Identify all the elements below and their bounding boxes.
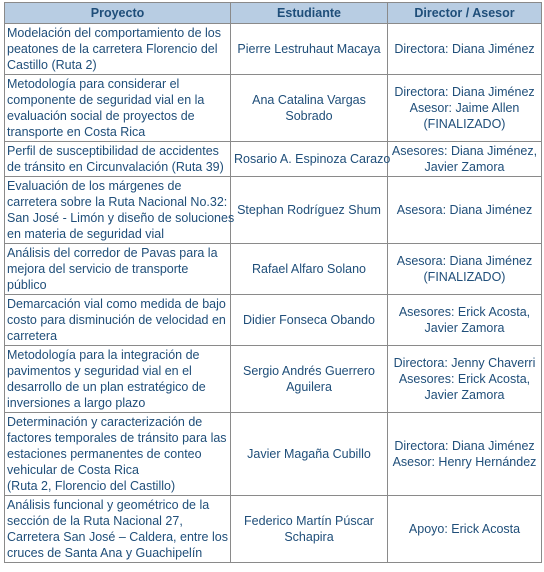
cell-estudiante-line: Sobrado — [285, 109, 333, 123]
cell-proyecto-line: carretera — [7, 329, 58, 343]
cell-director-asesor-line: Apoyo: Erick Acosta — [408, 522, 521, 536]
table-row — [5, 295, 542, 346]
header-director-asesor: Director / Asesor — [388, 3, 542, 24]
cell-proyecto-line: (Ruta 2, Florencio del Castillo) — [7, 479, 176, 493]
header-estudiante: Estudiante — [231, 3, 388, 24]
table-row — [5, 496, 542, 563]
cell-estudiante-line: Didier Fonseca Obando — [242, 313, 376, 327]
cell-proyecto-line: Evaluación de los márgenes de — [7, 179, 182, 193]
cell-estudiante-line: Sergio Andrés Guerrero — [242, 364, 375, 378]
cell-proyecto-line: Análisis funcional y geométrico de la — [7, 498, 210, 512]
cell-proyecto-line: Metodología para la integración de — [7, 348, 200, 362]
cell-director-asesor — [388, 142, 542, 177]
cell-estudiante-line: Ana Catalina Vargas — [252, 93, 366, 107]
cell-director-asesor-line: Asesores: Diana Jiménez, — [391, 144, 538, 158]
cell-proyecto — [5, 295, 231, 346]
cell-proyecto — [5, 177, 235, 244]
cell-proyecto — [5, 24, 231, 75]
cell-proyecto-line: cruces de Santa Ana y Guachipelín — [7, 546, 203, 560]
projects-table-container — [4, 2, 541, 563]
table-row — [5, 24, 542, 75]
table-row — [5, 413, 542, 496]
cell-estudiante-line: Aguilera — [286, 380, 332, 394]
cell-director-asesor-line: Asesora: Diana Jiménez — [396, 203, 533, 217]
cell-director-asesor-line: Directora: Diana Jiménez — [394, 439, 535, 453]
cell-director-asesor-line: Directora: Diana Jiménez — [394, 85, 535, 99]
projects-table — [4, 2, 542, 563]
cell-director-asesor-line: Directora: Jenny Chaverri — [393, 356, 536, 370]
cell-estudiante-line: Javier Magaña Cubillo — [247, 447, 371, 461]
cell-estudiante — [231, 413, 388, 496]
cell-estudiante — [231, 24, 388, 75]
cell-proyecto-line: estaciones permanentes de conteo — [7, 447, 202, 461]
table-header-row — [5, 3, 542, 24]
cell-estudiante — [231, 177, 388, 244]
cell-proyecto — [5, 75, 231, 142]
cell-proyecto-line: San José - Limón y diseño de soluciones — [7, 211, 235, 225]
cell-estudiante — [231, 496, 388, 563]
header-proyecto: Proyecto — [5, 3, 231, 24]
cell-director-asesor — [388, 413, 542, 496]
cell-proyecto-line: costo para disminución de velocidad en — [7, 313, 226, 327]
cell-proyecto-line: vehicular de Costa Rica — [7, 463, 140, 477]
cell-proyecto-line: Demarcación vial como medida de bajo — [7, 297, 226, 311]
cell-director-asesor-line: Asesor: Jaime Allen — [409, 101, 520, 115]
cell-estudiante — [231, 142, 391, 177]
cell-director-asesor-line: Asesor: Henry Hernández — [392, 455, 537, 469]
cell-director-asesor — [388, 295, 542, 346]
cell-proyecto — [5, 496, 231, 563]
cell-proyecto-line: Modelación del comportamiento de los — [7, 26, 222, 40]
cell-proyecto — [5, 244, 231, 295]
cell-proyecto-line: Perfil de susceptibilidad de accidentes — [7, 144, 219, 158]
table-row — [5, 244, 542, 295]
cell-director-asesor-line: (FINALIZADO) — [423, 117, 506, 131]
cell-director-asesor-line: Javier Zamora — [424, 160, 505, 174]
cell-proyecto-line: componente de seguridad vial en la — [7, 93, 205, 107]
cell-director-asesor — [388, 244, 542, 295]
cell-proyecto-line: carretera sobre la Ruta Nacional No.32: — [7, 195, 228, 209]
cell-proyecto-line: sección de la Ruta Nacional 27, — [7, 514, 183, 528]
cell-director-asesor-line: Javier Zamora — [424, 388, 505, 402]
cell-director-asesor — [388, 496, 542, 563]
cell-proyecto-line: transporte en Costa Rica — [7, 125, 146, 139]
cell-proyecto-line: en materia de seguridad vial — [7, 227, 165, 241]
cell-estudiante-line: Rosario A. Espinoza Carazo — [234, 152, 391, 166]
cell-director-asesor-line: Asesores: Erick Acosta, — [398, 372, 531, 386]
cell-proyecto-line: Determinación y caracterización de — [7, 415, 203, 429]
table-row — [5, 142, 542, 177]
cell-proyecto-line: Carretera San José – Caldera, entre los — [7, 530, 228, 544]
cell-estudiante-line: Stephan Rodríguez Shum — [237, 203, 381, 217]
cell-director-asesor — [388, 75, 542, 142]
cell-proyecto-line: factores temporales de tránsito para las — [7, 431, 227, 445]
cell-proyecto-line: peatones de la carretera Florencio del — [7, 42, 218, 56]
cell-proyecto-line: Análisis del corredor de Pavas para la — [7, 246, 218, 260]
cell-director-asesor — [388, 177, 542, 244]
cell-estudiante-line: Rafael Alfaro Solano — [252, 262, 366, 276]
cell-proyecto-line: mejora del servicio de transporte — [7, 262, 189, 276]
cell-director-asesor — [388, 24, 542, 75]
cell-proyecto-line: Metodología para considerar el — [7, 77, 180, 91]
table-body — [5, 24, 542, 563]
cell-estudiante — [231, 346, 388, 413]
cell-director-asesor-line: (FINALIZADO) — [423, 270, 506, 284]
table-row — [5, 75, 542, 142]
cell-proyecto-line: evaluación social de proyectos de — [7, 109, 195, 123]
cell-estudiante — [231, 295, 388, 346]
cell-estudiante — [231, 244, 388, 295]
cell-proyecto-line: desarrollo de un plan estratégico de — [7, 380, 206, 394]
cell-proyecto-line: pavimentos y seguridad vial en el — [7, 364, 192, 378]
cell-estudiante-line: Pierre Lestruhaut Macaya — [237, 42, 381, 56]
cell-director-asesor-line: Asesores: Erick Acosta, — [398, 305, 531, 319]
cell-director-asesor-line: Asesora: Diana Jiménez — [396, 254, 533, 268]
cell-director-asesor-line: Javier Zamora — [424, 321, 505, 335]
cell-director-asesor-line: Directora: Diana Jiménez — [394, 42, 535, 56]
cell-estudiante-line: Federico Martín Púscar — [244, 514, 374, 528]
cell-proyecto-line: Castillo (Ruta 2) — [7, 58, 97, 72]
cell-proyecto — [5, 413, 231, 496]
table-row — [5, 346, 542, 413]
table-row — [5, 177, 542, 244]
cell-estudiante — [231, 75, 388, 142]
cell-proyecto — [5, 346, 231, 413]
cell-proyecto-line: de tránsito en Circunvalación (Ruta 39) — [7, 160, 224, 174]
cell-proyecto-line: público — [7, 278, 47, 292]
cell-estudiante-line: Schapira — [284, 530, 334, 544]
cell-proyecto — [5, 142, 231, 177]
cell-director-asesor — [388, 346, 542, 413]
cell-proyecto-line: inversiones a largo plazo — [7, 396, 146, 410]
